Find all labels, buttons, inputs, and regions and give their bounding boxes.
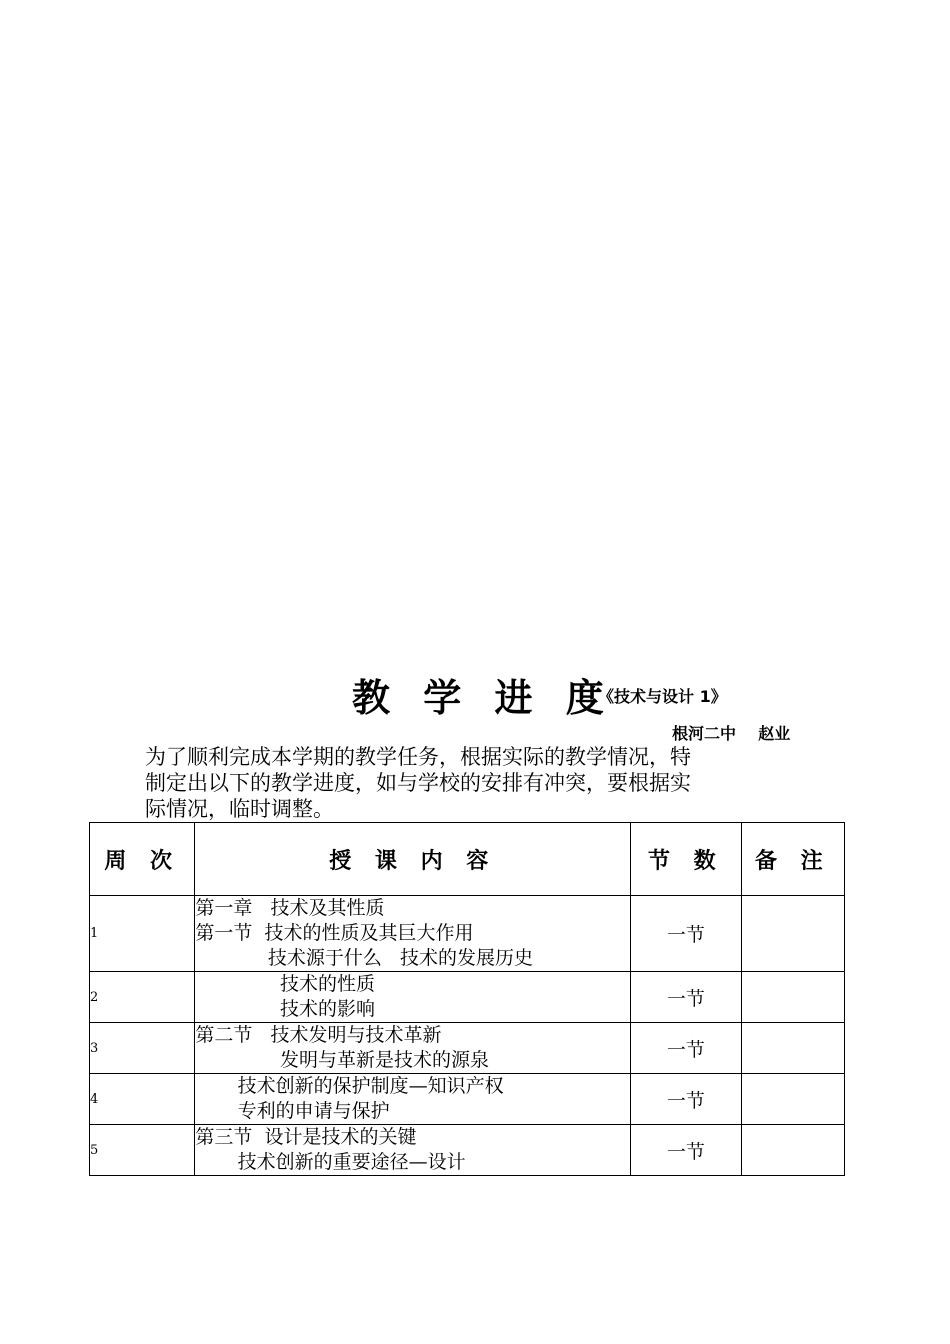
author-line: 根河二中 赵业 [672,724,791,743]
content-line: 第三节 设计是技术的关键 [195,1126,417,1148]
intro-line: 际情况，临时调整。 [145,797,334,821]
count-cell: 一节 [631,1125,741,1176]
header-note: 备 注 [741,823,844,896]
page-title: 教 学 进 度 [352,676,614,720]
note-cell [741,1125,844,1176]
note-cell [741,972,844,1023]
content-cell [195,1074,631,1125]
content-cell [195,1125,631,1176]
week-cell: 4 [90,1074,195,1125]
content-line: 发明与革新是技术的源泉 [195,1049,489,1071]
header-week: 周 次 [90,823,195,896]
content-line: 第一章 技术及其性质 [195,897,385,919]
content-cell [195,972,631,1023]
count-cell: 一节 [631,972,741,1023]
table-row [90,972,845,1023]
schedule-table [89,822,845,1176]
count-cell: 一节 [631,1023,741,1074]
week-cell: 2 [90,972,195,1023]
content-line: 第二节 技术发明与技术革新 [195,1024,442,1046]
week-cell: 1 [90,896,195,972]
content-line: 技术的影响 [195,998,375,1020]
note-cell [741,896,844,972]
content-line: 技术创新的保护制度—知识产权 [195,1075,504,1097]
header-count: 节 数 [631,823,741,896]
content-line: 专利的申请与保护 [195,1100,390,1122]
title-row [0,672,950,724]
note-cell [741,1023,844,1074]
book-subtitle: 《技术与设计 1》 [598,687,727,706]
content-line: 技术源于什么 技术的发展历史 [195,947,534,969]
table-row [90,1074,845,1125]
intro-line: 为了顺利完成本学期的教学任务，根据实际的教学情况，特 [145,745,691,769]
note-cell [741,1074,844,1125]
count-cell: 一节 [631,1074,741,1125]
week-cell: 3 [90,1023,195,1074]
count-cell: 一节 [631,896,741,972]
content-cell [195,896,631,972]
week-cell: 5 [90,1125,195,1176]
content-cell [195,1023,631,1074]
header-content: 授 课 内 容 [195,823,631,896]
intro-paragraph [145,744,785,822]
content-line: 技术的性质 [195,973,375,995]
table-row [90,1125,845,1176]
content-line: 第一节 技术的性质及其巨大作用 [195,922,474,944]
table-row [90,896,845,972]
table-header-row [90,823,845,896]
intro-line: 制定出以下的教学进度，如与学校的安排有冲突，要根据实 [145,771,691,795]
table-row [90,1023,845,1074]
content-line: 技术创新的重要途径—设计 [195,1151,466,1173]
